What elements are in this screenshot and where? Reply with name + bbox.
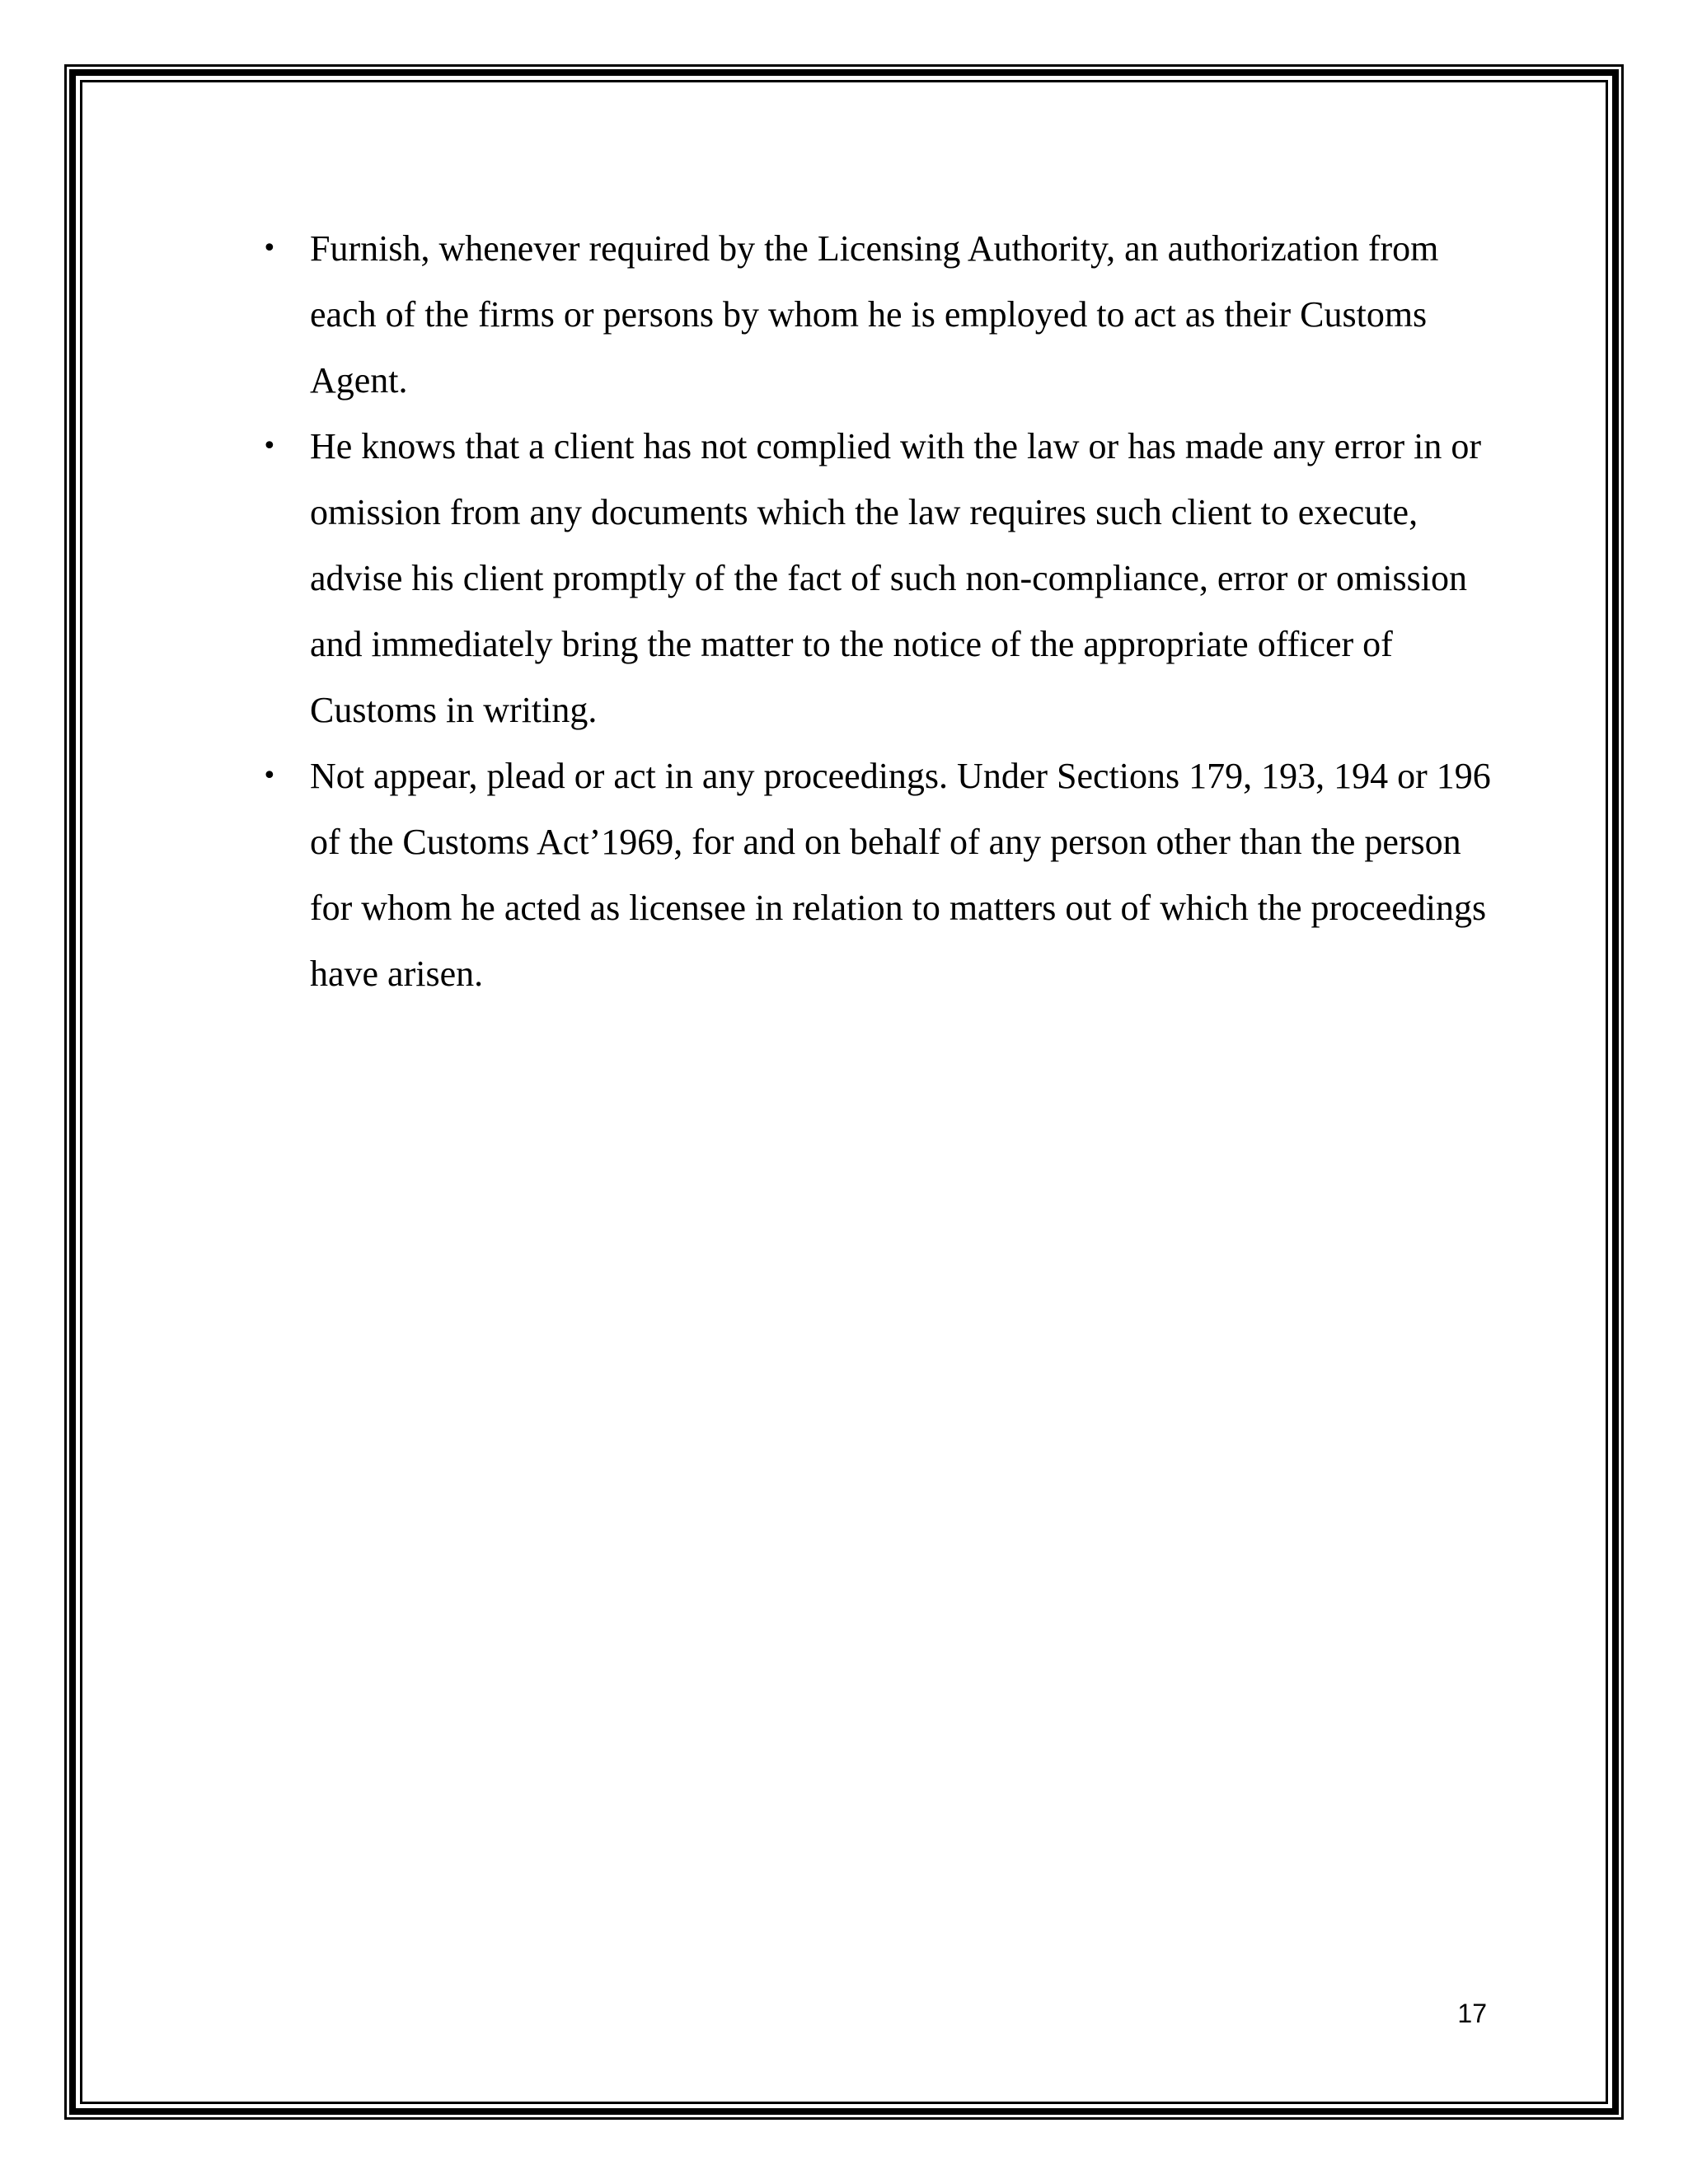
list-item: [262, 743, 1498, 1007]
list-item: [262, 216, 1498, 414]
bullet-list: [262, 216, 1498, 1007]
list-item-text: He knows that a client has not complied with the law or has made any error in or omission from any documents which the law requires such client to execute, advise his client promptly of the fact of such non-compliance, error or omission and immediately bring the matter to the notice of the appropriate officer of Customs in writing.: [310, 426, 1482, 730]
list-item-text: Furnish, whenever required by the Licensing Authority, an authorization from each of the firms or persons by whom he is employed to act as their Customs Agent.: [310, 228, 1439, 401]
bullet-icon: •: [262, 762, 277, 790]
list-item: [262, 414, 1498, 743]
list-item-text: Not appear, plead or act in any proceedings. Under Sections 179, 193, 194 or 196 of the Customs Act’1969, for and on behalf of any person other than the person for whom he acted as licensee in relation to matters out of which the proceedings have arisen.: [310, 756, 1491, 994]
page-body: [262, 216, 1498, 1007]
bullet-icon: •: [262, 432, 277, 461]
page-number: 17: [1457, 1999, 1487, 2028]
bullet-icon: •: [262, 234, 277, 263]
